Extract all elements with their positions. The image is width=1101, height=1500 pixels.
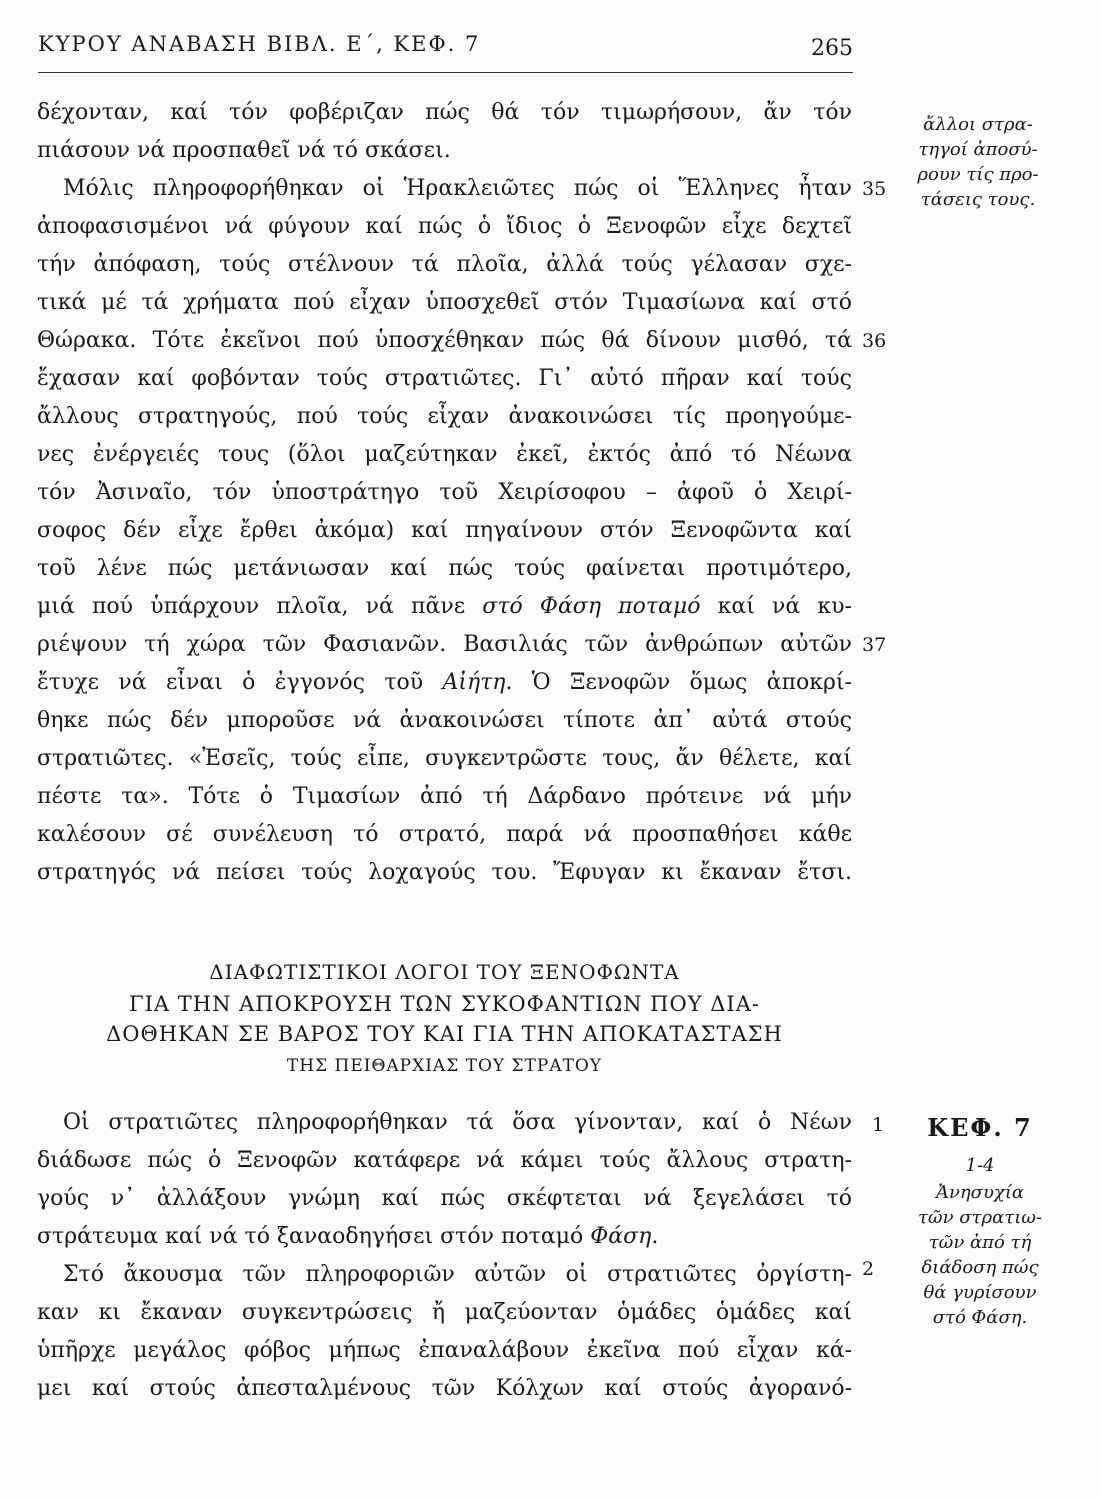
chapter-range: 1-4 — [965, 1155, 995, 1176]
text-line: γούς ν᾽ ἀλλάξουν γνώμη καί πώς σκέφτεται νά ξεγελάσει τό — [37, 1186, 852, 1211]
margin-note-line: στό Φάση. — [932, 1307, 1028, 1328]
text-line: σοφος δέν εἶχε ἔρθει ἀκόμα) καί πηγαίνουν στόν Ξενοφῶντα καί — [37, 518, 852, 543]
paragraph-number: 35 — [862, 178, 887, 200]
text-line: τόν Ἀσιναῖο, τόν ὑποστράτηγο τοῦ Χειρίσοφου – ἀφοῦ ὁ Χειρί- — [37, 480, 852, 505]
text-line: Οἱ στρατιῶτες πληροφορήθηκαν τά ὅσα γίνονταν, καί ὁ Νέων — [63, 1110, 852, 1135]
text-line: ὑπῆρχε μεγάλος φόβος μήπως ἐπαναλάβουν ἐκεῖνα πού εἶχαν κά- — [37, 1338, 852, 1363]
text-line: καν κι ἔκαναν συγκεντρώσεις ἤ μαζεύονταν ὁμάδες ὁμάδες καί — [37, 1300, 852, 1325]
text-line: Θώρακα. Τότε ἐκεῖνοι πού ὑποσχέθηκαν πώς θά δίνουν μισθό, τά — [37, 328, 852, 353]
text-run: στράτευμα καί νά τό ξαναοδηγήσει στόν ποταμό — [37, 1224, 591, 1249]
text-line — [37, 1222, 852, 1252]
margin-note-line: ρουν τίς προ- — [917, 164, 1039, 185]
text-run: μιά πού ὑπάρχουν πλοῖα, νά πᾶνε — [37, 594, 483, 619]
paragraph-number: 36 — [862, 330, 887, 352]
paragraph-number: 2 — [862, 1258, 875, 1280]
italic-person-name: Αἰήτη — [442, 670, 506, 695]
text-line: τήν ἀπόφαση, τούς στέλνουν τά πλοῖα, ἀλλά τούς γέλασαν σχε- — [37, 252, 852, 277]
margin-note-line: Ἀνησυχία — [935, 1182, 1025, 1203]
paragraph-number: 1 — [872, 1114, 885, 1136]
margin-note-line: τάσεις τους. — [920, 189, 1036, 210]
text-line: ἄλλους στρατηγούς, πού τούς εἶχαν ἀνακοινώσει τίς προηγούμε- — [37, 404, 852, 429]
text-line: καλέσουν σέ συνέλευση τό στρατό, παρά νά προσπαθήσει κάθε — [37, 822, 852, 847]
margin-note-line: τῶν ἀπό τή — [928, 1232, 1032, 1253]
running-title: ΚΥΡΟΥ ΑΝΑΒΑΣΗ ΒΙΒΛ. Ε΄, ΚΕΦ. 7 — [38, 32, 481, 56]
text-run: . Ὁ Ξενοφῶν ὅμως ἀποκρί- — [505, 670, 852, 695]
text-line: ἔχασαν καί φοβόνταν τούς στρατιῶτες. Γι᾽ αὐτό πῆραν καί τούς — [37, 366, 852, 391]
text-run: ἔτυχε νά εἶναι ὁ ἐγγονός τοῦ — [37, 670, 443, 695]
page-number: 265 — [811, 36, 853, 61]
margin-note-line: τηγοί ἀποσύ- — [918, 139, 1038, 160]
page-header — [38, 28, 853, 73]
italic-place-name: Φάση — [590, 1224, 652, 1249]
section-heading-line: ΔΙΑΦΩΤΙΣΤΙΚΟΙ ΛΟΓΟΙ ΤΟΥ ΞΕΝΟΦΩΝΤΑ — [209, 960, 680, 984]
text-line: ἀποφασισμένοι νά φύγουν καί πώς ὁ ἴδιος ὁ Ξενοφῶν εἶχε δεχτεῖ — [37, 214, 852, 239]
text-line: τοῦ λένε πώς μετάνιωσαν καί πώς τούς φαίνεται προτιμότερο, — [37, 556, 852, 581]
paragraph-number: 37 — [862, 634, 887, 656]
section-heading-line: ΓΙΑ ΤΗΝ ΑΠΟΚΡΟΥΣΗ ΤΩΝ ΣΥΚΟΦΑΝΤΙΩΝ ΠΟΥ ΔΙΑ- — [129, 992, 760, 1016]
text-line: θηκε πώς δέν μποροῦσε νά ἀνακοινώσει τίποτε ἀπ᾽ αὐτά στούς — [37, 708, 852, 733]
text-run: καί νά κυ- — [700, 594, 852, 619]
text-line: διάδωσε πώς ὁ Ξενοφῶν κατάφερε νά κάμει τούς ἄλλους στρατη- — [37, 1148, 852, 1173]
text-line: ριέψουν τή χώρα τῶν Φασιανῶν. Βασιλιάς τῶν ἀνθρώπων αὐτῶν — [37, 632, 852, 657]
text-run: . — [651, 1224, 659, 1249]
text-line: πέστε τα». Τότε ὁ Τιμασίων ἀπό τή Δάρδανο πρότεινε νά μήν — [37, 784, 852, 809]
margin-note-line: τῶν στρατιω- — [917, 1207, 1043, 1228]
text-line: μει καί στούς ἀπεσταλμένους τῶν Κόλχων καί στούς ἀγορανό- — [37, 1376, 852, 1401]
margin-note-line: διάδοση πώς — [921, 1257, 1039, 1278]
text-line: τικά μέ τά χρήματα πού εἶχαν ὑποσχεθεῖ στόν Τιμασίωνα καί στό — [37, 290, 852, 315]
text-line: στρατιῶτες. «Ἐσεῖς, τούς εἶπε, συγκεντρῶστε τους, ἄν θέλετε, καί — [37, 746, 852, 771]
text-line — [37, 668, 852, 698]
italic-place-name: στό Φάση ποταμό — [482, 594, 701, 619]
text-line: Μόλις πληροφορήθηκαν οἱ Ἡρακλειῶτες πώς οἱ Ἕλληνες ἦταν — [63, 176, 852, 201]
text-line: δέχονταν, καί τόν φοβέριζαν πώς θά τόν τιμωρήσουν, ἄν τόν — [37, 100, 852, 125]
chapter-heading: ΚΕΦ. 7 — [927, 1113, 1033, 1142]
text-line: πιάσουν νά προσπαθεῖ νά τό σκάσει. — [37, 138, 451, 163]
text-line — [37, 592, 852, 622]
section-heading-line: ΤΗΣ ΠΕΙΘΑΡΧΙΑΣ ΤΟΥ ΣΤΡΑΤΟΥ — [286, 1056, 603, 1076]
text-line: νες ἐνέργειές τους (ὅλοι μαζεύτηκαν ἐκεῖ, ἐκτός ἀπό τό Νέωνα — [37, 442, 852, 467]
margin-note-line: θά γυρίσουν — [923, 1282, 1037, 1303]
text-line: Στό ἄκουσμα τῶν πληροφοριῶν αὐτῶν οἱ στρατιῶτες ὀργίστη- — [63, 1262, 852, 1287]
chapter-margin-note — [905, 1153, 1055, 1330]
margin-note — [903, 112, 1053, 212]
margin-note-line: ἄλλοι στρα- — [923, 114, 1033, 135]
text-line: στρατηγός νά πείσει τούς λοχαγούς του. Ἔφυγαν κι ἔκαναν ἔτσι. — [37, 860, 852, 885]
section-heading-line: ΔΟΘΗΚΑΝ ΣΕ ΒΑΡΟΣ ΤΟΥ ΚΑΙ ΓΙΑ ΤΗΝ ΑΠΟΚΑΤΑΣΤΑΣΗ — [106, 1022, 783, 1046]
